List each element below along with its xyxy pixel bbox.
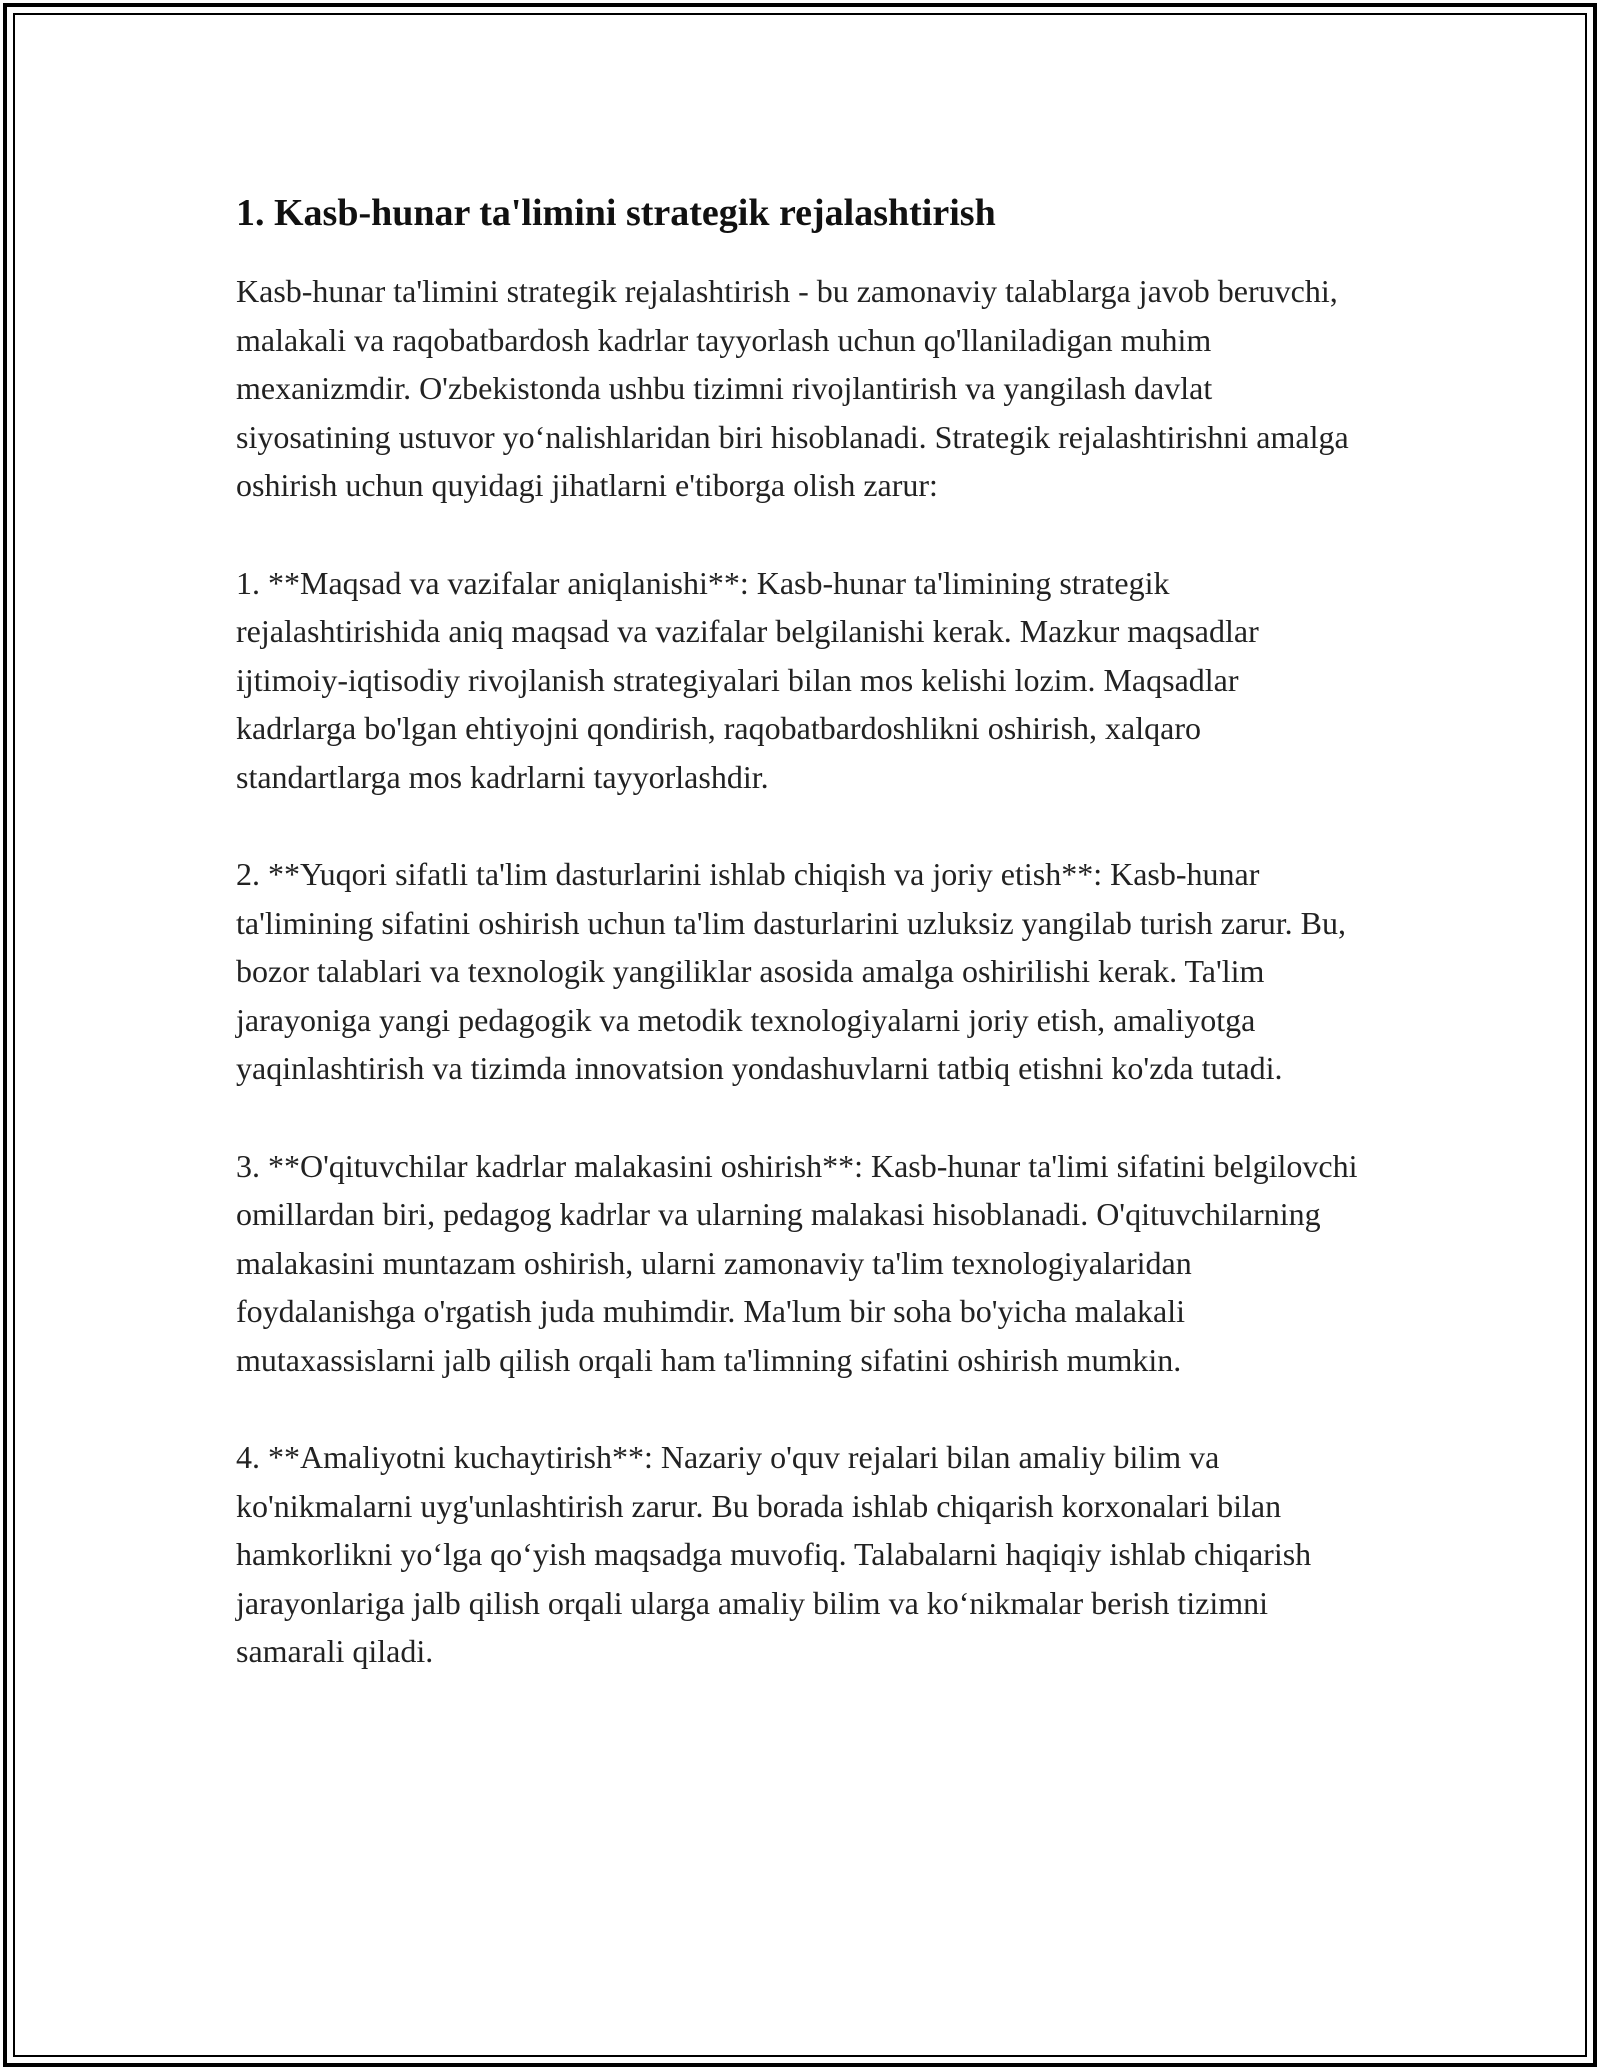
document-body xyxy=(236,186,1366,1725)
list-item-2-paragraph: 2. **Yuqori sifatli ta'lim dasturlarini ishlab chiqish va joriy etish**: Kasb-hunar ta'limining sifatini oshirish uchun ta'lim dasturlarini uzluksiz yangilab turish zarur. Bu, bozor talablari va texnologik yangiliklar asosida amalga oshirilishi kerak. Ta'lim jarayoniga yangi pedagogik va metodik texnologiyalarni joriy etish, amaliyotga yaqinlashtirish va tizimda innovatsion yondashuvlarni tatbiq etishni ko'zda tutadi. xyxy=(236,856,1347,1086)
list-item-3-paragraph: 3. **O'qituvchilar kadrlar malakasini oshirish**: Kasb-hunar ta'limi sifatini belgilovchi omillardan biri, pedagog kadrlar va ularning malakasi hisoblanadi. O'qituvchilarning malakasini muntazam oshirish, ularni zamonaviy ta'lim texnologiyalaridan foydalanishga o'rgatish juda muhimdir. Ma'lum bir soha bo'yicha malakali mutaxassislarni jalb qilish orqali ham ta'limning sifatini oshirish mumkin. xyxy=(236,1147,1358,1378)
intro-paragraph: Kasb-hunar ta'limini strategik rejalashtirish - bu zamonaviy talablarga javob beruvchi, malakali va raqobatbardosh kadrlar tayyorlash uchun qo'llaniladigan muhim mexanizmdir. O'zbekistonda ushbu tizimni rivojlantirish va yangilash davlat siyosatining ustuvor yo‘nalishlaridan biri hisoblanadi. Strategik rejalashtirishni amalga oshirish uchun quyidagi jihatlarni e'tiborga olish zarur: xyxy=(236,273,1349,503)
list-item-1-paragraph: 1. **Maqsad va vazifalar aniqlanishi**: Kasb-hunar ta'limining strategik rejalashtirishida aniq maqsad va vazifalar belgilanishi kerak. Mazkur maqsadlar ijtimoiy-iqtisodiy rivojlanish strategiyalari bilan mos kelishi lozim. Maqsadlar kadrlarga bo'lgan ehtiyojni qondirish, raqobatbardoshlikni oshirish, xalqaro standartlarga mos kadrlarni tayyorlashdir. xyxy=(236,564,1259,795)
document-title: 1. Kasb-hunar ta'limini strategik rejalashtirish xyxy=(236,192,996,234)
list-item-4-paragraph: 4. **Amaliyotni kuchaytirish**: Nazariy o'quv rejalari bilan amaliy bilim va ko'nikmalarni uyg'unlashtirish zarur. Bu borada ishlab chiqarish korxonalari bilan hamkorlikni yo‘lga qo‘yish maqsadga muvofiq. Talabalarni haqiqiy ishlab chiqarish jarayonlariga jalb qilish orqali ularga amaliy bilim va ko‘nikmalar berish tizimni samarali qiladi. xyxy=(236,1439,1312,1669)
